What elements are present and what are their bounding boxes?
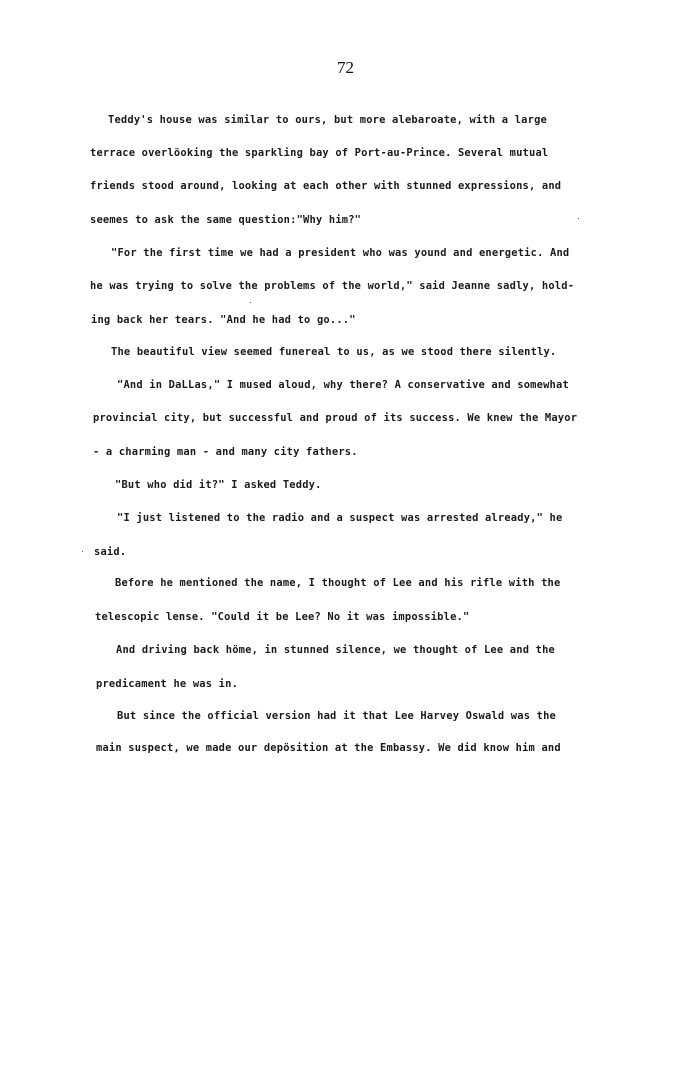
scan-speck xyxy=(250,302,251,303)
text-line: Teddy's house was similar to ours, but more alebaroate, with a large xyxy=(108,114,547,126)
text-line: "But who did it?" I asked Teddy. xyxy=(115,479,322,491)
text-line: - a charming man - and many city fathers. xyxy=(93,446,358,458)
text-line: said. xyxy=(94,546,127,558)
text-line: telescopic lense. "Could it be Lee? No it was impossible." xyxy=(95,611,470,623)
text-line: predicament he was in. xyxy=(96,678,239,690)
text-line: provincial city, but successful and proud of its success. We knew the Mayor xyxy=(93,412,578,424)
text-line: seemes to ask the same question:"Why him?" xyxy=(90,214,362,226)
text-line: And driving back höme, in stunned silence, we thought of Lee and the xyxy=(116,644,555,656)
page-number: 72 xyxy=(337,58,354,77)
text-line: terrace overlöoking the sparkling bay of Port-au-Prince. Several mutual xyxy=(90,147,549,159)
text-line: The beautiful view seemed funereal to us, as we stood there silently. xyxy=(111,346,557,358)
text-line: ing back her tears. "And he had to go..." xyxy=(91,314,356,326)
text-line: main suspect, we made our depösition at the Embassy. We did know him and xyxy=(96,742,561,754)
text-line: "For the first time we had a president who was yound and energetic. And xyxy=(111,247,570,259)
text-line: Before he mentioned the name, I thought of Lee and his rifle with the xyxy=(115,577,561,589)
text-line: But since the official version had it that Lee Harvey Oswald was the xyxy=(117,710,556,722)
text-line: he was trying to solve the problems of the world," said Jeanne sadly, hold- xyxy=(90,280,575,292)
text-line: "I just listened to the radio and a suspect was arrested already," he xyxy=(117,512,563,524)
scan-speck xyxy=(82,551,83,552)
text-line: friends stood around, looking at each other with stunned expressions, and xyxy=(90,180,562,192)
scan-speck xyxy=(578,218,579,219)
text-line: "And in DaLLas," I mused aloud, why there? A conservative and somewhat xyxy=(117,379,569,391)
